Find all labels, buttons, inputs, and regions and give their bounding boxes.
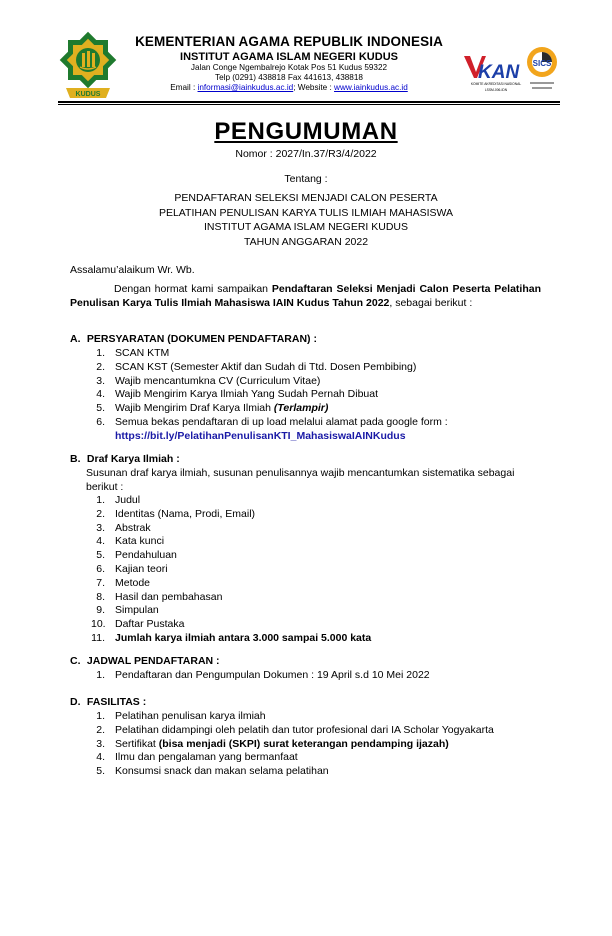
- institute-contact: Email : informasi@iainkudus.ac.id; Website : www.iainkudus.ac.id: [170, 82, 408, 92]
- google-form-link[interactable]: https://bit.ly/PelatihanPenulisanKTI_MahasiswaIAINKudus: [115, 429, 406, 442]
- svg-text:KAN: KAN: [478, 62, 520, 83]
- list-item: 2. SCAN KST (Semester Aktif dan Sudah di Ttd. Dosen Pembibing): [96, 360, 417, 373]
- list-item: 1. Judul: [96, 494, 141, 506]
- list-item: 1. Pendaftaran dan Pengumpulan Dokumen : 19 April s.d 10 Mei 2022: [96, 669, 430, 681]
- subject-line: INSTITUT AGAMA ISLAM NEGERI KUDUS: [203, 221, 408, 233]
- list-item: 7. Metode: [96, 576, 151, 589]
- list-item: 3. Sertifikat (bisa menjadi (SKPI) surat keterangan pendamping ijazah): [96, 737, 449, 750]
- list-item: 5. Wajib Mengirim Draf Karya Ilmiah (Terlampir): [96, 402, 329, 415]
- kan-logo: [462, 44, 530, 98]
- list-item: 1. SCAN KTM: [96, 347, 170, 359]
- section-a-heading: A. PERSYARATAN (DOKUMEN PENDAFTARAN) :: [70, 333, 317, 345]
- subject-line: PENDAFTARAN SELEKSI MENJADI CALON PESERTA: [174, 192, 438, 204]
- list-item: 8. Hasil dan pembahasan: [96, 590, 223, 603]
- list-item: 9. Simpulan: [96, 604, 159, 617]
- greeting: Assalamu’alaikum Wr. Wb.: [70, 264, 195, 276]
- intro-paragraph: Dengan hormat kami sampaikan Pendaftaran Seleksi Menjadi Calon Peserta Pelatihan Penulisan Karya Tulis Ilmiah Mahasiswa IAIN Kudus Tahun 2022, sebagai berikut :: [70, 283, 541, 309]
- schedule-list: [91, 669, 430, 683]
- subject-label: Tentang :: [284, 173, 328, 185]
- list-item: 5. Pendahuluan: [96, 549, 177, 562]
- section-c-heading: C. JADWAL PENDAFTARAN :: [70, 655, 220, 667]
- list-item: 5. Konsumsi snack dan makan selama pelatihan: [96, 765, 329, 778]
- ministry-name: KEMENTERIAN AGAMA REPUBLIK INDONESIA: [135, 34, 443, 49]
- requirements-list: [91, 347, 448, 444]
- svg-text:KUDUS: KUDUS: [75, 91, 101, 98]
- list-item: 3. Abstrak: [96, 521, 151, 534]
- document-number: Nomor : 2027/In.37/R3/4/2022: [235, 148, 377, 160]
- list-item: 6. Kajian teori: [96, 562, 168, 575]
- page-title: PENGUMUMAN: [214, 118, 398, 145]
- subject-line: PELATIHAN PENULISAN KARYA TULIS ILMIAH MAHASISWA: [158, 206, 454, 219]
- subject-line: TAHUN ANGGARAN 2022: [243, 235, 369, 248]
- svg-text:SICS: SICS: [532, 59, 552, 68]
- institute-address: Jalan Conge Ngembalrejo Kotak Pos 51 Kudus 59322: [190, 63, 388, 73]
- draft-outline-list: [91, 494, 371, 646]
- facilities-list: [91, 710, 494, 779]
- section-b-paragraph: Susunan draf karya ilmiah, susunan penulisannya wajib mencantumkan sistematika sebagai berikut :: [86, 467, 515, 493]
- list-item: 4. Wajib Mengirim Karya Ilmiah Yang Sudah Pernah Dibuat: [96, 388, 379, 401]
- list-item: 11. Jumlah karya ilmiah antara 3.000 sampai 5.000 kata: [91, 631, 372, 644]
- website-link[interactable]: www.iainkudus.ac.id: [334, 82, 408, 92]
- list-item: 2. Identitas (Nama, Prodi, Email): [96, 507, 256, 520]
- email-link[interactable]: informasi@iainkudus.ac.id: [197, 82, 294, 92]
- section-d-heading: D. FASILITAS :: [70, 696, 147, 708]
- letterhead-rule-thin: [58, 104, 560, 105]
- list-item: 1. Pelatihan penulisan karya ilmiah: [96, 710, 266, 722]
- svg-text:LSSM-006-IDN: LSSM-006-IDN: [484, 88, 508, 92]
- letterhead-text: [120, 34, 458, 93]
- list-item: 6. Semua bekas pendaftaran di up load melalui alamat pada google form : https://bit.ly/PelatihanPenulisanKTI_MahasiswaIAINKudus: [96, 415, 448, 442]
- list-item: 2. Pelatihan didampingi oleh pelatih dan tutor profesional dari IA Scholar Yogyakarta: [96, 723, 494, 736]
- iain-kudus-logo: [58, 30, 118, 106]
- list-item: 3. Wajib mencantumkna CV (Curriculum Vitae): [96, 374, 321, 387]
- institute-phone: Telp (0291) 438818 Fax 441613, 438818: [215, 73, 363, 82]
- list-item: 4. Ilmu dan pengalaman yang bermanfaat: [96, 751, 298, 764]
- list-item: 4. Kata kunci: [96, 535, 165, 548]
- institute-name: INSTITUT AGAMA ISLAM NEGERI KUDUS: [180, 50, 398, 63]
- list-item: 10. Daftar Pustaka: [91, 618, 185, 631]
- subject-block: [0, 191, 612, 249]
- svg-text:KOMITE AKREDITASI NASIONAL: KOMITE AKREDITASI NASIONAL: [470, 82, 522, 86]
- section-b-heading: B. Draf Karya Ilmiah :: [70, 453, 180, 465]
- sics-logo: [524, 40, 560, 98]
- letterhead-rule: [58, 101, 560, 103]
